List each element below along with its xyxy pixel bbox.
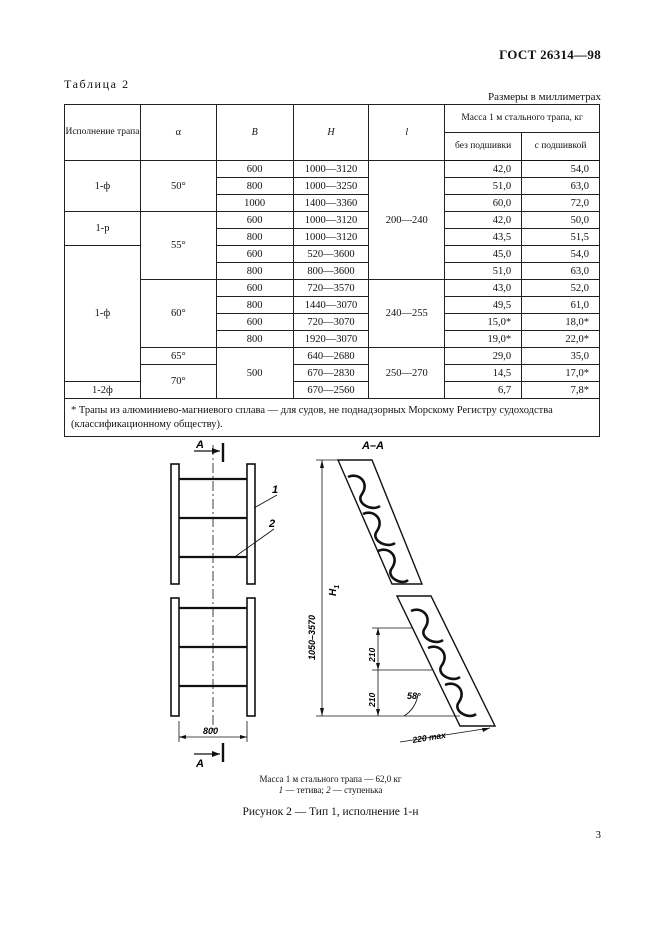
cell-mass-with: 22,0* [522,331,600,348]
cell-h: 1000—3250 [293,178,369,195]
cell-b: 800 [216,263,293,280]
cell-mass-no: 19,0* [445,331,522,348]
col-header-variant: Исполнение трапа [65,105,141,161]
cell-mass-with: 51,5 [522,229,600,246]
height-dim-label: 1050–3570 [307,614,317,660]
step-dim-2: 210 [367,692,377,707]
col-header-h: H [293,105,369,161]
stringer-left-lower [171,598,179,716]
units-note: Размеры в миллиметрах [488,91,601,103]
cell-b: 500 [216,348,293,399]
cell-mass-with: 35,0 [522,348,600,365]
stringer-right-upper [247,464,255,584]
cell-b: 600 [216,280,293,297]
legend-2-text: — ступенька [330,785,383,795]
page-number: 3 [595,829,601,841]
cell-h: 520—3600 [293,246,369,263]
step-profile [348,476,380,508]
legend-2-number: 2 [326,785,331,795]
step-profile [445,684,476,716]
arrow-head [376,663,380,670]
cell-alpha: 50° [140,161,216,212]
label-2: 2 [269,518,276,530]
col-header-mass-with: с подшивкой [522,133,600,161]
cell-b: 600 [216,212,293,229]
cell-alpha: 60° [140,280,216,348]
cell-mass-no: 51,0 [445,178,522,195]
cell-b: 1000 [216,195,293,212]
cell-h: 1000—3120 [293,212,369,229]
cell-mass-with: 72,0 [522,195,600,212]
cell-mass-with: 52,0 [522,280,600,297]
section-label-top: A [196,439,204,451]
cell-h: 1440—3070 [293,297,369,314]
table-header-row [65,105,600,133]
cell-h: 640—2680 [293,348,369,365]
table-title: Таблица 2 [64,77,130,91]
step-profile [428,647,460,679]
label-1: 1 [272,484,279,496]
cell-alpha: 70° [140,365,216,399]
width-dim-label: 800 [203,726,219,736]
cell-h: 670—2830 [293,365,369,382]
arrow-head [320,708,324,716]
dimensions-table [64,104,600,437]
section-lower [397,596,495,726]
cell-mass-no: 15,0* [445,314,522,331]
cell-l: 200—240 [369,161,445,280]
section-title: А–А [362,440,385,452]
figure-caption: Рисунок 2 — Тип 1, исполнение 1-н [242,806,419,818]
h1-subscript: 1 [334,584,341,589]
cell-variant: 1-2ф [65,382,141,399]
cell-mass-no: 49,5 [445,297,522,314]
cell-mass-no: 29,0 [445,348,522,365]
col-header-alpha: α [140,105,216,161]
cell-mass-no: 43,5 [445,229,522,246]
cell-h: 720—3070 [293,314,369,331]
cell-mass-with: 61,0 [522,297,600,314]
ladder-front-view [171,443,277,762]
cell-h: 1000—3120 [293,229,369,246]
cell-h: 1000—3120 [293,161,369,178]
col-header-b: B [216,105,293,161]
cell-mass-with: 54,0 [522,246,600,263]
step-profile [378,550,408,582]
cell-mass-with: 63,0 [522,178,600,195]
cell-mass-no: 6,7 [445,382,522,399]
h1-letter: H [328,588,339,596]
table-row [65,280,600,297]
cell-mass-no: 42,0 [445,161,522,178]
col-header-l: l [369,105,445,161]
col-header-mass-no: без подшивки [445,133,522,161]
mass-caption: Масса 1 м стального трапа — 62,0 кг [259,774,402,784]
cell-mass-no: 42,0 [445,212,522,229]
cell-b: 600 [216,314,293,331]
arrow-head [212,751,220,757]
cell-mass-with: 63,0 [522,263,600,280]
step-dim-1: 210 [367,647,377,662]
cell-mass-with: 7,8* [522,382,600,399]
table-row [65,365,600,382]
arrow-head [179,735,186,739]
cell-b: 800 [216,229,293,246]
stringer-left-upper [171,464,179,584]
cell-l: 250—270 [369,348,445,399]
cell-mass-with: 54,0 [522,161,600,178]
cell-mass-no: 60,0 [445,195,522,212]
cell-h: 720—3570 [293,280,369,297]
arrow-head [376,709,380,716]
document-code: ГОСТ 26314—98 [499,47,601,62]
cell-mass-with: 50,0 [522,212,600,229]
table-footnote: * Трапы из алюминиево-магниевого сплава — для судов, не поднадзорных Морскому Регистру судоходства (классификационному обществу). [65,399,600,437]
arrow-head [240,735,247,739]
cell-mass-no: 43,0 [445,280,522,297]
cell-h: 800—3600 [293,263,369,280]
ladder-drawing [150,430,510,770]
cell-variant: 1-ф [65,161,141,212]
ladder-section-view [316,460,495,742]
cell-variant: 1-ф [65,246,141,382]
table-row [65,212,600,229]
cell-mass-no: 14,5 [445,365,522,382]
step-profile [411,610,443,642]
table-row [65,161,600,178]
cell-mass-no: 45,0 [445,246,522,263]
cell-h: 1400—3360 [293,195,369,212]
table-row [65,348,600,365]
cell-l: 240—255 [369,280,445,348]
arrow-head [212,448,220,454]
max-dim-label: 220 max [411,729,447,745]
cell-alpha: 55° [140,212,216,280]
cell-h: 670—2560 [293,382,369,399]
legend-caption [0,785,661,795]
cell-h: 1920—3070 [293,331,369,348]
legend-1-text: — тетива; [283,785,327,795]
arrow-head [376,628,380,635]
arrow-head [482,728,490,732]
arrow-head [320,460,324,468]
legend-1-number: 1 [278,785,284,795]
leader-1 [254,495,277,508]
cell-mass-with: 18,0* [522,314,600,331]
stringer-right-lower [247,598,255,716]
cell-variant: 1-р [65,212,141,246]
cell-b: 800 [216,178,293,195]
angle-label: 58° [407,691,421,701]
cell-alpha: 65° [140,348,216,365]
cell-mass-with: 17,0* [522,365,600,382]
h1-label [328,585,341,596]
cell-b: 800 [216,297,293,314]
section-label-bottom: A [196,758,204,770]
steps [179,479,247,686]
cell-mass-no: 51,0 [445,263,522,280]
cell-b: 800 [216,331,293,348]
cell-b: 600 [216,161,293,178]
cell-b: 600 [216,246,293,263]
col-header-mass: Масса 1 м стального трапа, кг [445,105,600,133]
